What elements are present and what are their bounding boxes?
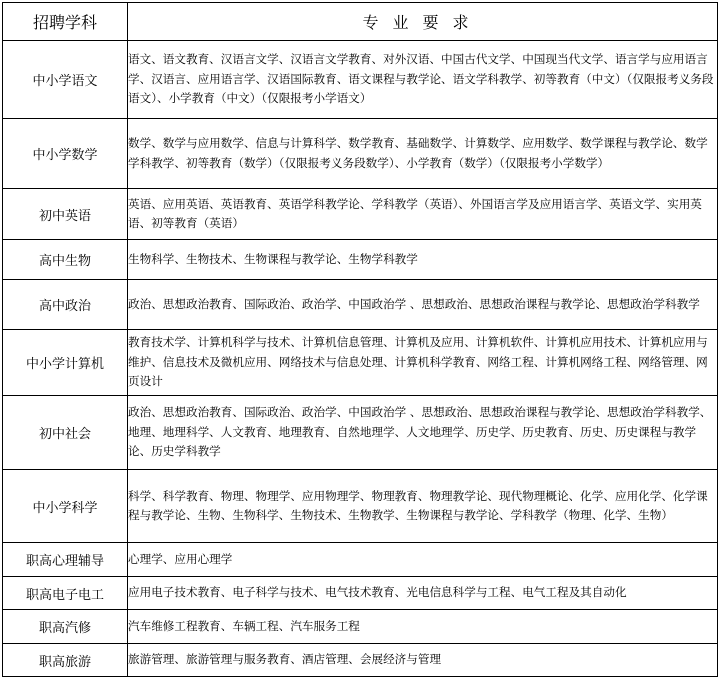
- subject-cell: 职高汽修: [3, 610, 128, 644]
- table-row: [3, 610, 718, 644]
- table-row: [3, 644, 718, 677]
- subject-cell: 中小学科学: [3, 470, 128, 543]
- requirement-cell: 语文、语文教育、汉语言文学、汉语言文学教育、对外汉语、中国古代文学、中国现当代文学、语言学与应用语言学、汉语言、应用语言学、汉语国际教育、语文课程与教学论、语文学科教学、初等教育（中文）（仅限报考义务段语文）、小学教育（中文）（仅限报考小学语文）: [128, 41, 718, 119]
- requirement-cell: 政治、思想政治教育、国际政治、政治学、中国政治学 、思想政治、思想政治课程与教学论、思想政治学科教学: [128, 280, 718, 330]
- table-row: [3, 470, 718, 543]
- subject-cell: 中小学计算机: [3, 330, 128, 396]
- table-row: [3, 330, 718, 396]
- requirement-cell: 汽车维修工程教育、车辆工程、汽车服务工程: [128, 610, 718, 644]
- subject-cell: 中小学语文: [3, 41, 128, 119]
- subject-cell: 高中生物: [3, 240, 128, 280]
- requirement-cell: 心理学、应用心理学: [128, 543, 718, 577]
- subject-cell: 高中政治: [3, 280, 128, 330]
- requirement-cell: 生物科学、生物技术、生物课程与教学论、生物学科教学: [128, 240, 718, 280]
- table-row: [3, 240, 718, 280]
- table-row: [3, 577, 718, 610]
- subject-cell: 初中英语: [3, 189, 128, 240]
- subject-cell: 职高心理辅导: [3, 543, 128, 577]
- table-row: [3, 280, 718, 330]
- header-row: [3, 3, 718, 41]
- table-row: [3, 189, 718, 240]
- table-row: [3, 396, 718, 470]
- requirement-cell: 教育技术学、计算机科学与技术、计算机信息管理、计算机及应用、计算机软件、计算机应用技术、计算机应用与维护、信息技术及微机应用、网络技术与信息处理、计算机科学教育、网络工程、计算机网络工程、网络管理、网页设计: [128, 330, 718, 396]
- table-row: [3, 41, 718, 119]
- subject-cell: 中小学数学: [3, 119, 128, 189]
- requirement-cell: 政治、思想政治教育、国际政治、政治学、中国政治学 、思想政治、思想政治课程与教学论、思想政治学科教学、地理、地理科学、人文教育、地理教育、自然地理学、人文地理学、历史学、历史教育、历史、历史课程与教学论、历史学科教学: [128, 396, 718, 470]
- requirement-cell: 数学、数学与应用数学、信息与计算科学、数学教育、基础数学、计算数学、应用数学、数学课程与教学论、数学学科教学、初等教育（数学）（仅限报考义务段数学）、小学教育（数学）（仅限报考小学数学）: [128, 119, 718, 189]
- subject-cell: 职高电子电工: [3, 577, 128, 610]
- requirement-cell: 旅游管理、旅游管理与服务教育、酒店管理、会展经济与管理: [128, 644, 718, 677]
- requirement-cell: 应用电子技术教育、电子科学与技术、电气技术教育、光电信息科学与工程、电气工程及其自动化: [128, 577, 718, 610]
- table-row: [3, 543, 718, 577]
- recruitment-requirements-table: [2, 2, 718, 677]
- requirement-cell: 科学、科学教育、物理、物理学、应用物理学、物理教育、物理教学论、现代物理概论、化学、应用化学、化学课程与教学论、生物、生物科学、生物技术、生物教学、生物课程与教学论、学科教学（物理、化学、生物）: [128, 470, 718, 543]
- subject-cell: 职高旅游: [3, 644, 128, 677]
- header-requirement: 专业要求: [128, 3, 718, 41]
- subject-cell: 初中社会: [3, 396, 128, 470]
- header-subject: 招聘学科: [3, 3, 128, 41]
- table-row: [3, 119, 718, 189]
- requirement-cell: 英语、应用英语、英语教育、英语学科教学论、学科教学（英语）、外国语言学及应用语言学、英语文学、实用英语、初等教育（英语）: [128, 189, 718, 240]
